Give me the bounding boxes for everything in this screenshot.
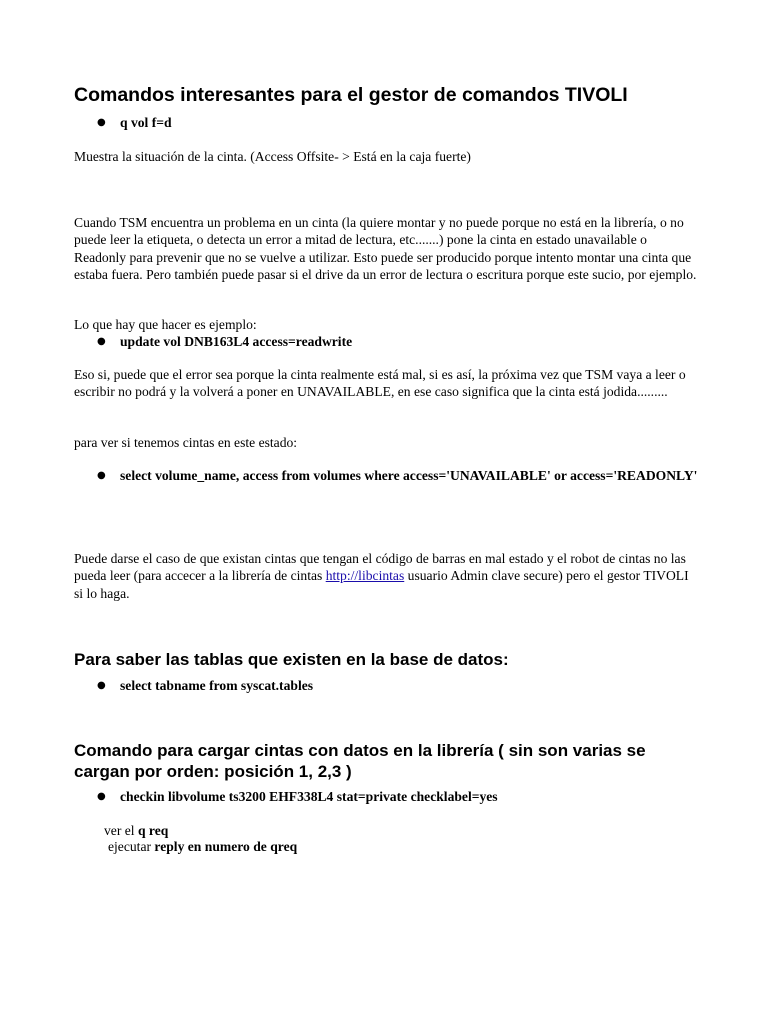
paragraph: Muestra la situación de la cinta. (Access Offsite- > Está en la caja fuerte) [74, 149, 471, 164]
paragraph-text: Puede darse el caso de que existan cintas que tengan el código de barras en mal estado y el robot de cintas no las pueda leer (para accecer a la librería de cintas [74, 551, 686, 584]
list-item [74, 467, 698, 484]
command-list-3 [74, 467, 698, 484]
command-list-5 [74, 788, 698, 805]
instruction-command: reply en numero de qreq [154, 839, 298, 854]
list-item [74, 677, 698, 694]
command-text: q vol f=d [120, 115, 172, 130]
bullet-icon: ● [97, 117, 106, 128]
section-heading: Comando para cargar cintas con datos en la librería ( sin son varias se cargan por orden: posición 1, 2,3 ) [74, 741, 646, 781]
paragraph: Cuando TSM encuentra un problema en un cinta (la quiere montar y no puede porque no está en la librería, o no puede leer la etiqueta, o detecta un error a mitad de lectura, etc.......) pone la cinta en estado unavailable o Readonly para prevenir que no se vuelve a utilizar. Esto puede ser producido porque intento montar una cinta que estaba fuera. Pero también puede pasar si el drive da un error de lectura o escritura porque este sucio, por ejemplo. [74, 215, 697, 283]
command-list-1 [74, 114, 698, 131]
paragraph-text: usuario Admin clave secure) pero el gestor TIVOLI si lo haga. [74, 568, 689, 601]
page-title: Comandos interesantes para el gestor de comandos TIVOLI [74, 84, 628, 106]
command-list-4 [74, 677, 698, 694]
paragraph: Lo que hay que hacer es ejemplo: [74, 317, 257, 332]
section-heading: Para saber las tablas que existen en la base de datos: [74, 650, 509, 669]
paragraph: para ver si tenemos cintas en este estado: [74, 435, 298, 450]
list-item [74, 333, 698, 350]
command-text: update vol DNB163L4 access=readwrite [120, 334, 353, 349]
paragraph: Eso si, puede que el error sea porque la cinta realmente está mal, si es así, la próxima vez que TSM vaya a leer o escribir no podrá y la volverá a poner en UNAVAILABLE, en ese caso significa que la cinta está jodida......... [74, 367, 686, 400]
command-text: select volume_name, access from volumes where access='UNAVAILABLE' or access='READONLY' [120, 468, 698, 483]
command-text: checkin libvolume ts3200 EHF338L4 stat=private checklabel=yes [120, 789, 498, 804]
paragraph [74, 550, 698, 602]
bullet-icon: ● [97, 336, 106, 347]
instruction-line [74, 838, 732, 855]
instruction-line [74, 822, 728, 839]
libcintas-link[interactable]: http://libcintas [325, 568, 405, 584]
instruction-text: ver el [104, 823, 138, 838]
list-item [74, 788, 698, 805]
bullet-icon: ● [97, 791, 106, 802]
bullet-icon: ● [97, 470, 106, 481]
instruction-command: q req [137, 823, 169, 838]
command-list-2 [74, 333, 698, 350]
list-item [74, 114, 698, 131]
bullet-icon: ● [97, 680, 106, 691]
command-text: select tabname from syscat.tables [120, 678, 314, 693]
instruction-text: ejecutar [108, 839, 155, 854]
